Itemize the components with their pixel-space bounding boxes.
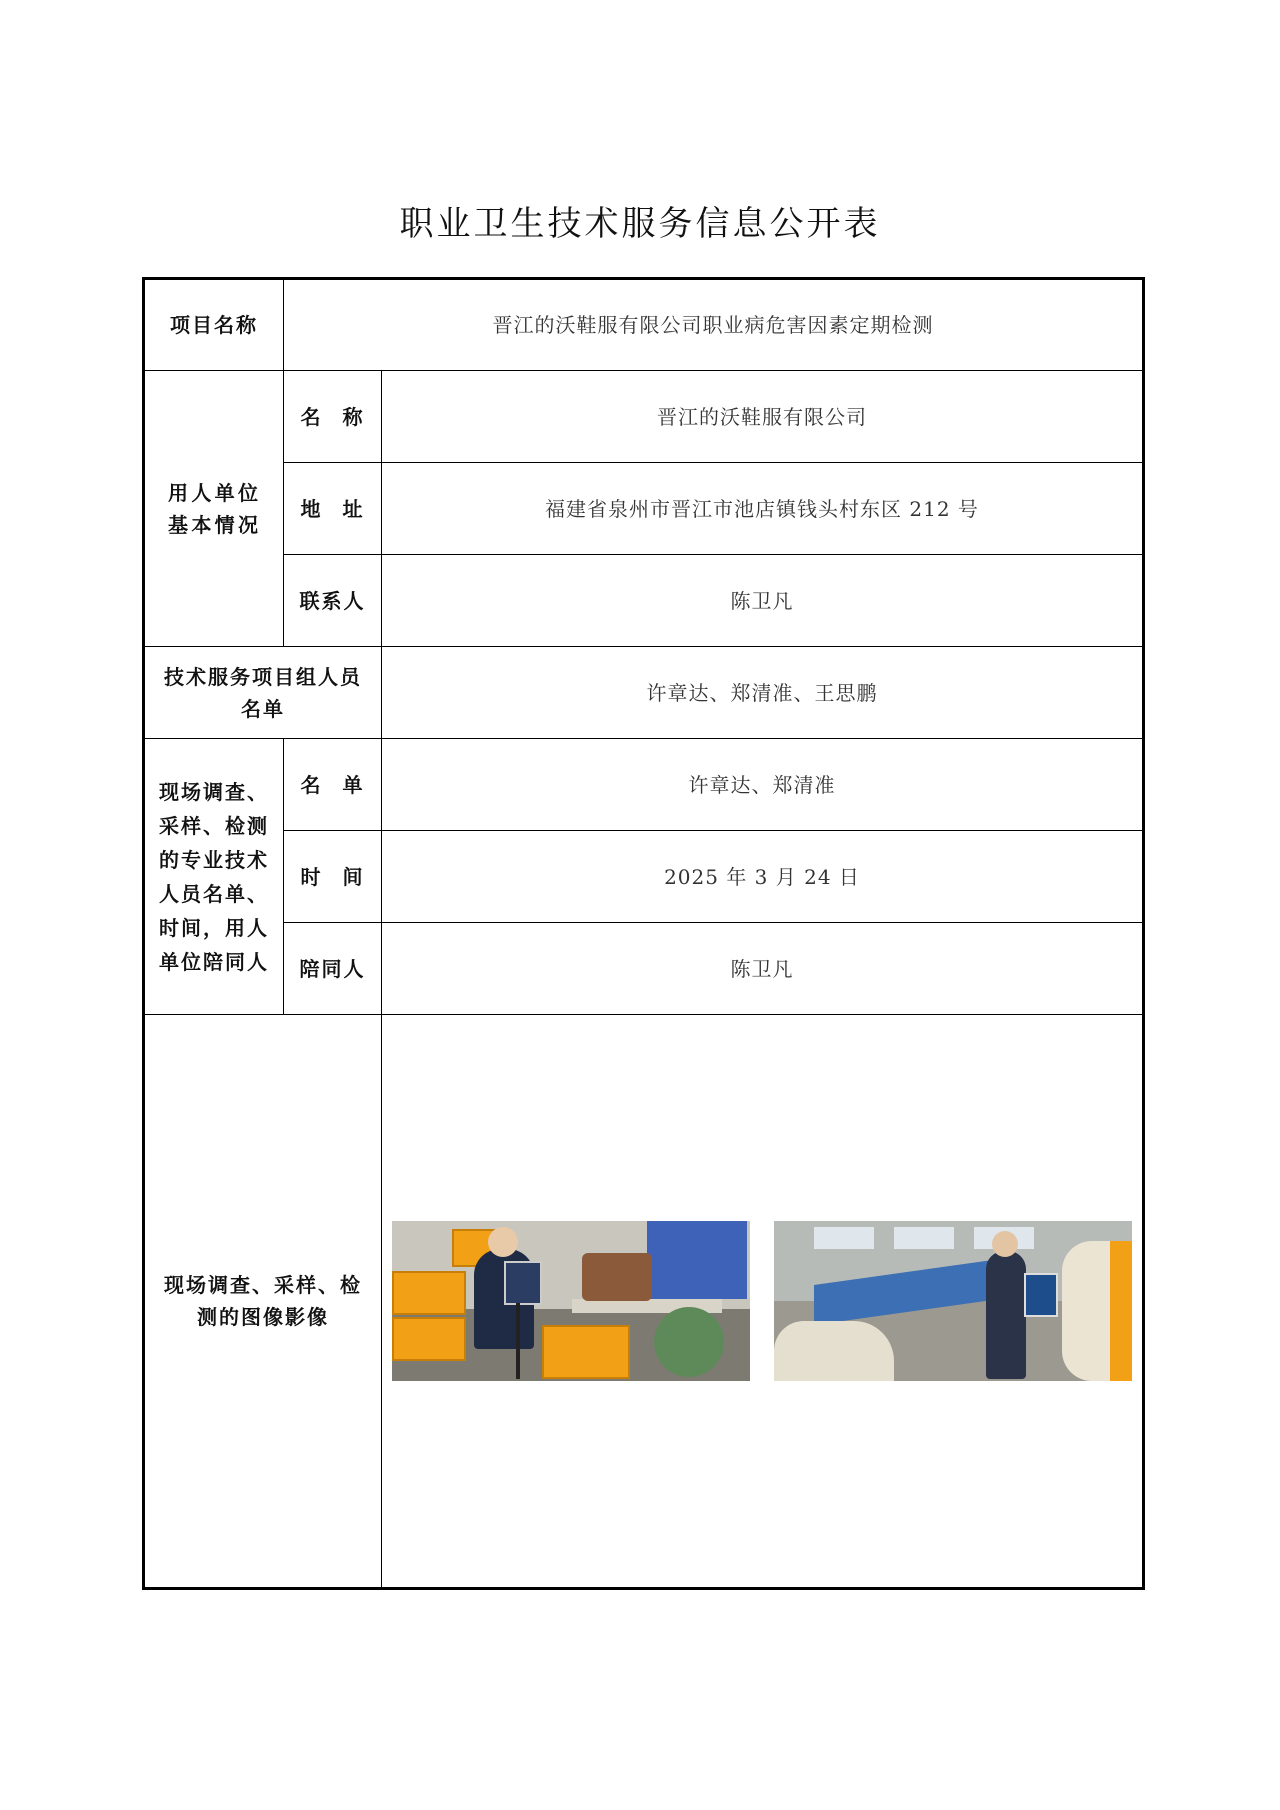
field-escort: 陈卫凡 xyxy=(382,923,1144,1015)
row-employer-name xyxy=(144,371,1144,463)
row-employer-contact xyxy=(144,555,1144,647)
row-field-escort xyxy=(144,923,1144,1015)
field-time-label xyxy=(284,831,382,923)
info-table xyxy=(142,277,1145,1590)
row-images xyxy=(144,1015,1144,1589)
employer-contact: 陈卫凡 xyxy=(382,555,1144,647)
team-members: 许章达、郑清准、王思鹏 xyxy=(382,647,1144,739)
row-field-list xyxy=(144,739,1144,831)
employer-name: 晋江的沃鞋服有限公司 xyxy=(382,371,1144,463)
field-time-label-text: 时 间 xyxy=(300,864,365,889)
document-title: 职业卫生技术服务信息公开表 xyxy=(399,204,881,244)
site-photo-sampling xyxy=(392,1221,750,1381)
row-project xyxy=(144,279,1144,371)
field-list-label xyxy=(284,739,382,831)
employer-label-text: 用人单位基本情况 xyxy=(168,480,260,537)
field-work-label xyxy=(144,739,284,1015)
employer-label xyxy=(144,371,284,647)
project-label: 项目名称 xyxy=(144,279,284,371)
field-work-label-text: 现场调查、采样、检测的专业技术人员名单、时间，用人单位陪同人 xyxy=(159,779,269,974)
photo-gallery xyxy=(382,1221,1142,1381)
site-photo-inspection xyxy=(774,1221,1132,1381)
employer-address: 福建省泉州市晋江市池店镇钱头村东区 212 号 xyxy=(382,463,1144,555)
row-field-time xyxy=(144,831,1144,923)
employer-address-label xyxy=(284,463,382,555)
row-employer-address xyxy=(144,463,1144,555)
employer-name-label-text: 名 称 xyxy=(300,404,365,429)
employer-name-label xyxy=(284,371,382,463)
field-list: 许章达、郑清准 xyxy=(382,739,1144,831)
images-label-text: 现场调查、采样、检测的图像影像 xyxy=(164,1273,362,1329)
team-label-text: 技术服务项目组人员名单 xyxy=(164,664,362,721)
employer-address-label-text: 地 址 xyxy=(300,496,365,521)
field-time: 2025 年 3 月 24 日 xyxy=(382,831,1144,923)
team-label xyxy=(144,647,382,739)
images-cell xyxy=(382,1015,1144,1589)
project-value: 晋江的沃鞋服有限公司职业病危害因素定期检测 xyxy=(284,279,1144,371)
field-list-label-text: 名 单 xyxy=(300,772,365,797)
field-escort-label: 陪同人 xyxy=(284,923,382,1015)
employer-contact-label: 联系人 xyxy=(284,555,382,647)
row-team xyxy=(144,647,1144,739)
images-label xyxy=(144,1015,382,1589)
